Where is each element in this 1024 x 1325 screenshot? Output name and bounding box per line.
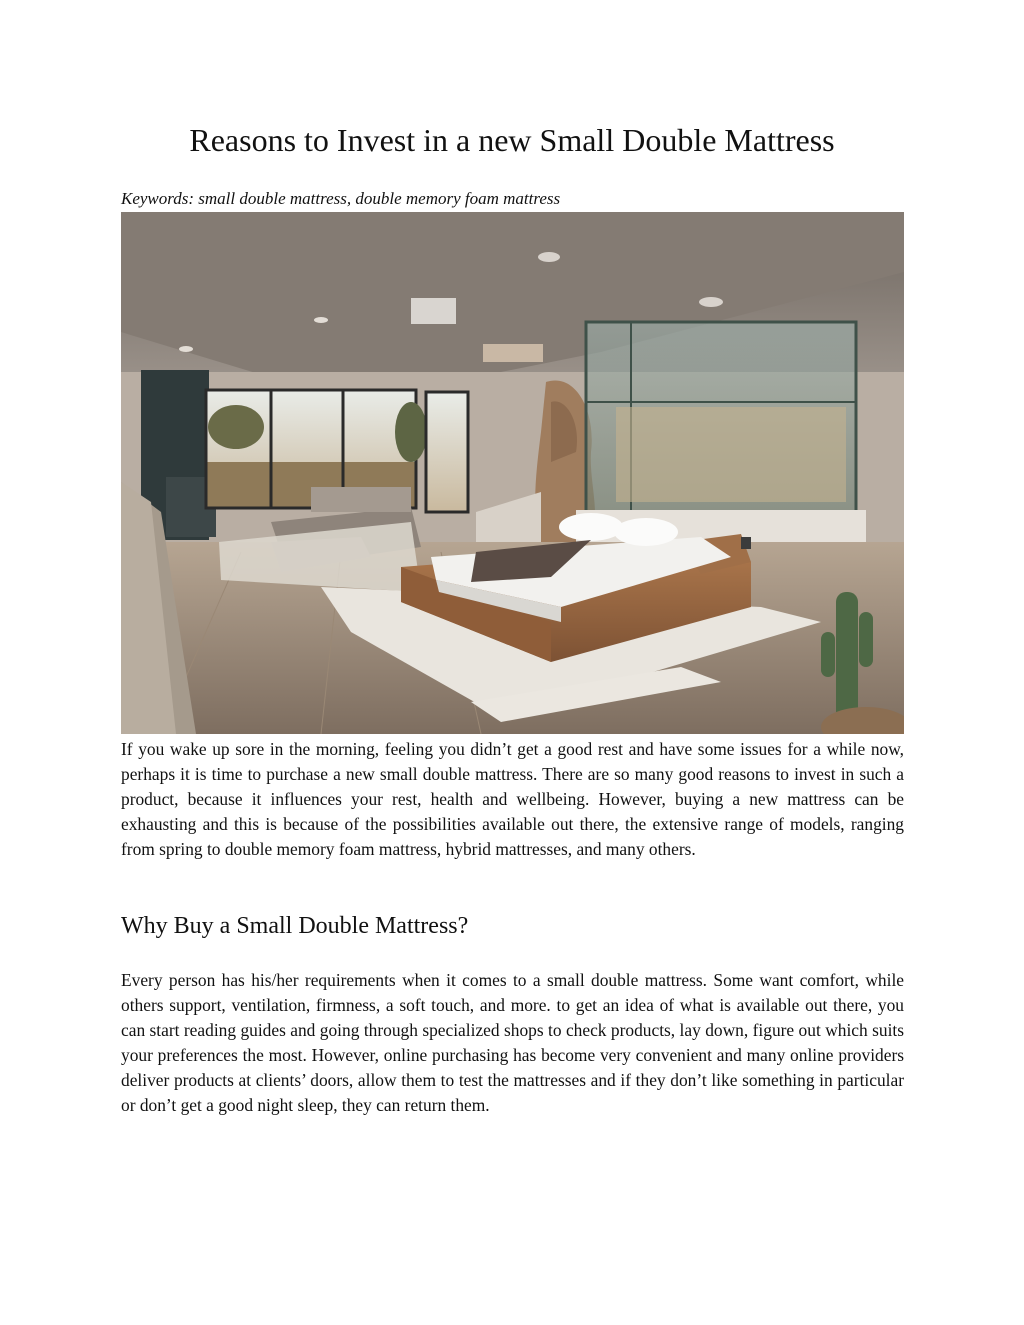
- section-paragraph: Every person has his/her requirements when it comes to a small double mattress. Some want comfort, while others support, ventilation, firmness, a soft touch, and more. to get an idea of what is available out there, you can start reading guides and going through specialized shops to check products, lay down, figure out which suits your preferences the most. However, online purchasing has become very convenient and many online providers deliver products at clients’ doors, allow them to test the mattresses and if they don’t like something in particular or don’t get a good night sleep, they can return them.: [121, 970, 904, 1115]
- keywords-line: Keywords: small double mattress, double memory foam mattress: [121, 189, 561, 208]
- document-title: Reasons to Invest in a new Small Double Mattress: [189, 122, 835, 158]
- section-heading: Why Buy a Small Double Mattress?: [121, 913, 469, 939]
- bedroom-photo: [121, 212, 904, 734]
- bedroom-photo-illustration: [121, 212, 904, 734]
- intro-paragraph: If you wake up sore in the morning, feeling you didn’t get a good rest and have some issues for a while now, perhaps it is time to purchase a new small double mattress. There are so many good reasons to invest in such a product, because it influences your rest, health and wellbeing. However, buying a new mattress can be exhausting and this is because of the possibilities available out there, the extensive range of models, ranging from spring to double memory foam mattress, hybrid mattresses, and many others.: [121, 739, 904, 859]
